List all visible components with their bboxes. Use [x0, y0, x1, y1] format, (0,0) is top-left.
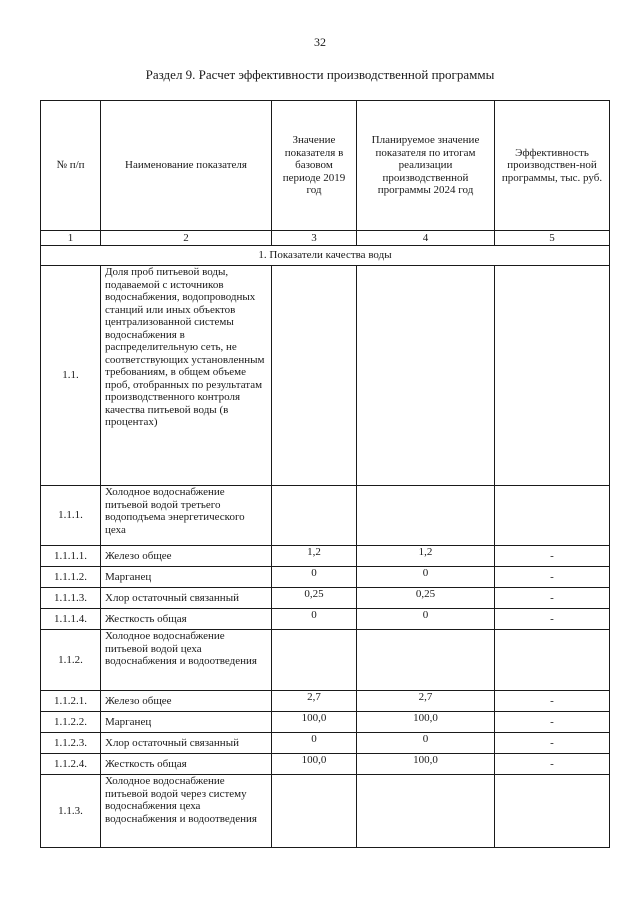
- row-efficiency: [495, 266, 610, 486]
- row-number: 1.1.2.4.: [41, 754, 101, 775]
- row-number: 1.1.2.: [41, 630, 101, 691]
- row-base-value: 0: [272, 733, 357, 754]
- row-name: Холодное водоснабжение питьевой водой через систему водоснабжения цеха водоснабжения и водоотведения: [101, 775, 272, 848]
- row-number: 1.1.1.4.: [41, 609, 101, 630]
- row-planned-value: [357, 486, 495, 546]
- row-name: Жесткость общая: [101, 754, 272, 775]
- row-number: 1.1.2.2.: [41, 712, 101, 733]
- row-number: 1.1.1.: [41, 486, 101, 546]
- row-planned-value: [357, 630, 495, 691]
- row-planned-value: [357, 266, 495, 486]
- row-name: Доля проб питьевой воды, подаваемой с источников водоснабжения, водопроводных станций или иных объектов централизованной системы водоснабжения в распределительную сеть, не соответствующих установленным требованиям, в общем объеме проб, отобранных по результатам производственного контроля качества питьевой воды (в процентах): [101, 266, 272, 486]
- column-number-row: [41, 231, 610, 246]
- row-name: Железо общее: [101, 691, 272, 712]
- row-base-value: 0,25: [272, 588, 357, 609]
- table-row: [41, 546, 610, 567]
- row-efficiency: -: [495, 546, 610, 567]
- row-base-value: 1,2: [272, 546, 357, 567]
- row-planned-value: 100,0: [357, 754, 495, 775]
- column-number: 1: [41, 231, 101, 246]
- efficiency-table: [40, 100, 610, 848]
- row-name: Холодное водоснабжение питьевой водой цеха водоснабжения и водоотведения: [101, 630, 272, 691]
- row-efficiency: -: [495, 691, 610, 712]
- row-name: Хлор остаточный связанный: [101, 588, 272, 609]
- row-planned-value: 100,0: [357, 712, 495, 733]
- row-planned-value: 0: [357, 567, 495, 588]
- table-row: [41, 733, 610, 754]
- row-number: 1.1.: [41, 266, 101, 486]
- row-base-value: [272, 266, 357, 486]
- row-efficiency: -: [495, 733, 610, 754]
- row-name: Марганец: [101, 567, 272, 588]
- table-header-row: [41, 101, 610, 231]
- row-efficiency: [495, 486, 610, 546]
- row-efficiency: -: [495, 712, 610, 733]
- row-planned-value: 0,25: [357, 588, 495, 609]
- row-efficiency: -: [495, 609, 610, 630]
- row-base-value: [272, 630, 357, 691]
- table-row: [41, 609, 610, 630]
- header-efficiency: Эффективность производствен-ной программы, тыс. руб.: [495, 101, 610, 231]
- row-name: Хлор остаточный связанный: [101, 733, 272, 754]
- column-number: 5: [495, 231, 610, 246]
- row-planned-value: 0: [357, 733, 495, 754]
- row-name: Холодное водоснабжение питьевой водой третьего водоподъема энергетического цеха: [101, 486, 272, 546]
- table-row: [41, 588, 610, 609]
- table-row: [41, 775, 610, 848]
- row-efficiency: -: [495, 754, 610, 775]
- row-number: 1.1.2.3.: [41, 733, 101, 754]
- row-base-value: [272, 486, 357, 546]
- column-number: 2: [101, 231, 272, 246]
- row-planned-value: 0: [357, 609, 495, 630]
- table-row: [41, 266, 610, 486]
- section-title: Раздел 9. Расчет эффективности производственной программы: [145, 67, 495, 82]
- row-base-value: 0: [272, 609, 357, 630]
- row-base-value: 100,0: [272, 712, 357, 733]
- table-row: [41, 630, 610, 691]
- row-planned-value: 2,7: [357, 691, 495, 712]
- row-base-value: 100,0: [272, 754, 357, 775]
- header-name: Наименование показателя: [101, 101, 272, 231]
- table-row: [41, 754, 610, 775]
- row-efficiency: [495, 775, 610, 848]
- row-number: 1.1.1.1.: [41, 546, 101, 567]
- row-planned-value: 1,2: [357, 546, 495, 567]
- row-base-value: [272, 775, 357, 848]
- page-number: 32: [314, 35, 326, 49]
- header-base-value: Значение показателя в базовом периоде 2019 год: [272, 101, 357, 231]
- row-base-value: 0: [272, 567, 357, 588]
- row-efficiency: -: [495, 588, 610, 609]
- row-base-value: 2,7: [272, 691, 357, 712]
- header-num: № п/п: [41, 101, 101, 231]
- row-name: Жесткость общая: [101, 609, 272, 630]
- row-efficiency: [495, 630, 610, 691]
- table-row: [41, 712, 610, 733]
- table-row: [41, 567, 610, 588]
- row-number: 1.1.2.1.: [41, 691, 101, 712]
- row-efficiency: -: [495, 567, 610, 588]
- row-planned-value: [357, 775, 495, 848]
- row-name: Марганец: [101, 712, 272, 733]
- section-heading: 1. Показатели качества воды: [41, 246, 610, 266]
- row-number: 1.1.3.: [41, 775, 101, 848]
- row-name: Железо общее: [101, 546, 272, 567]
- header-planned-value: Планируемое значение показателя по итогам реализации производственной программы 2024 год: [357, 101, 495, 231]
- row-number: 1.1.1.2.: [41, 567, 101, 588]
- table-row: [41, 691, 610, 712]
- column-number: 4: [357, 231, 495, 246]
- row-number: 1.1.1.3.: [41, 588, 101, 609]
- table-row: [41, 486, 610, 546]
- column-number: 3: [272, 231, 357, 246]
- section-row: [41, 246, 610, 266]
